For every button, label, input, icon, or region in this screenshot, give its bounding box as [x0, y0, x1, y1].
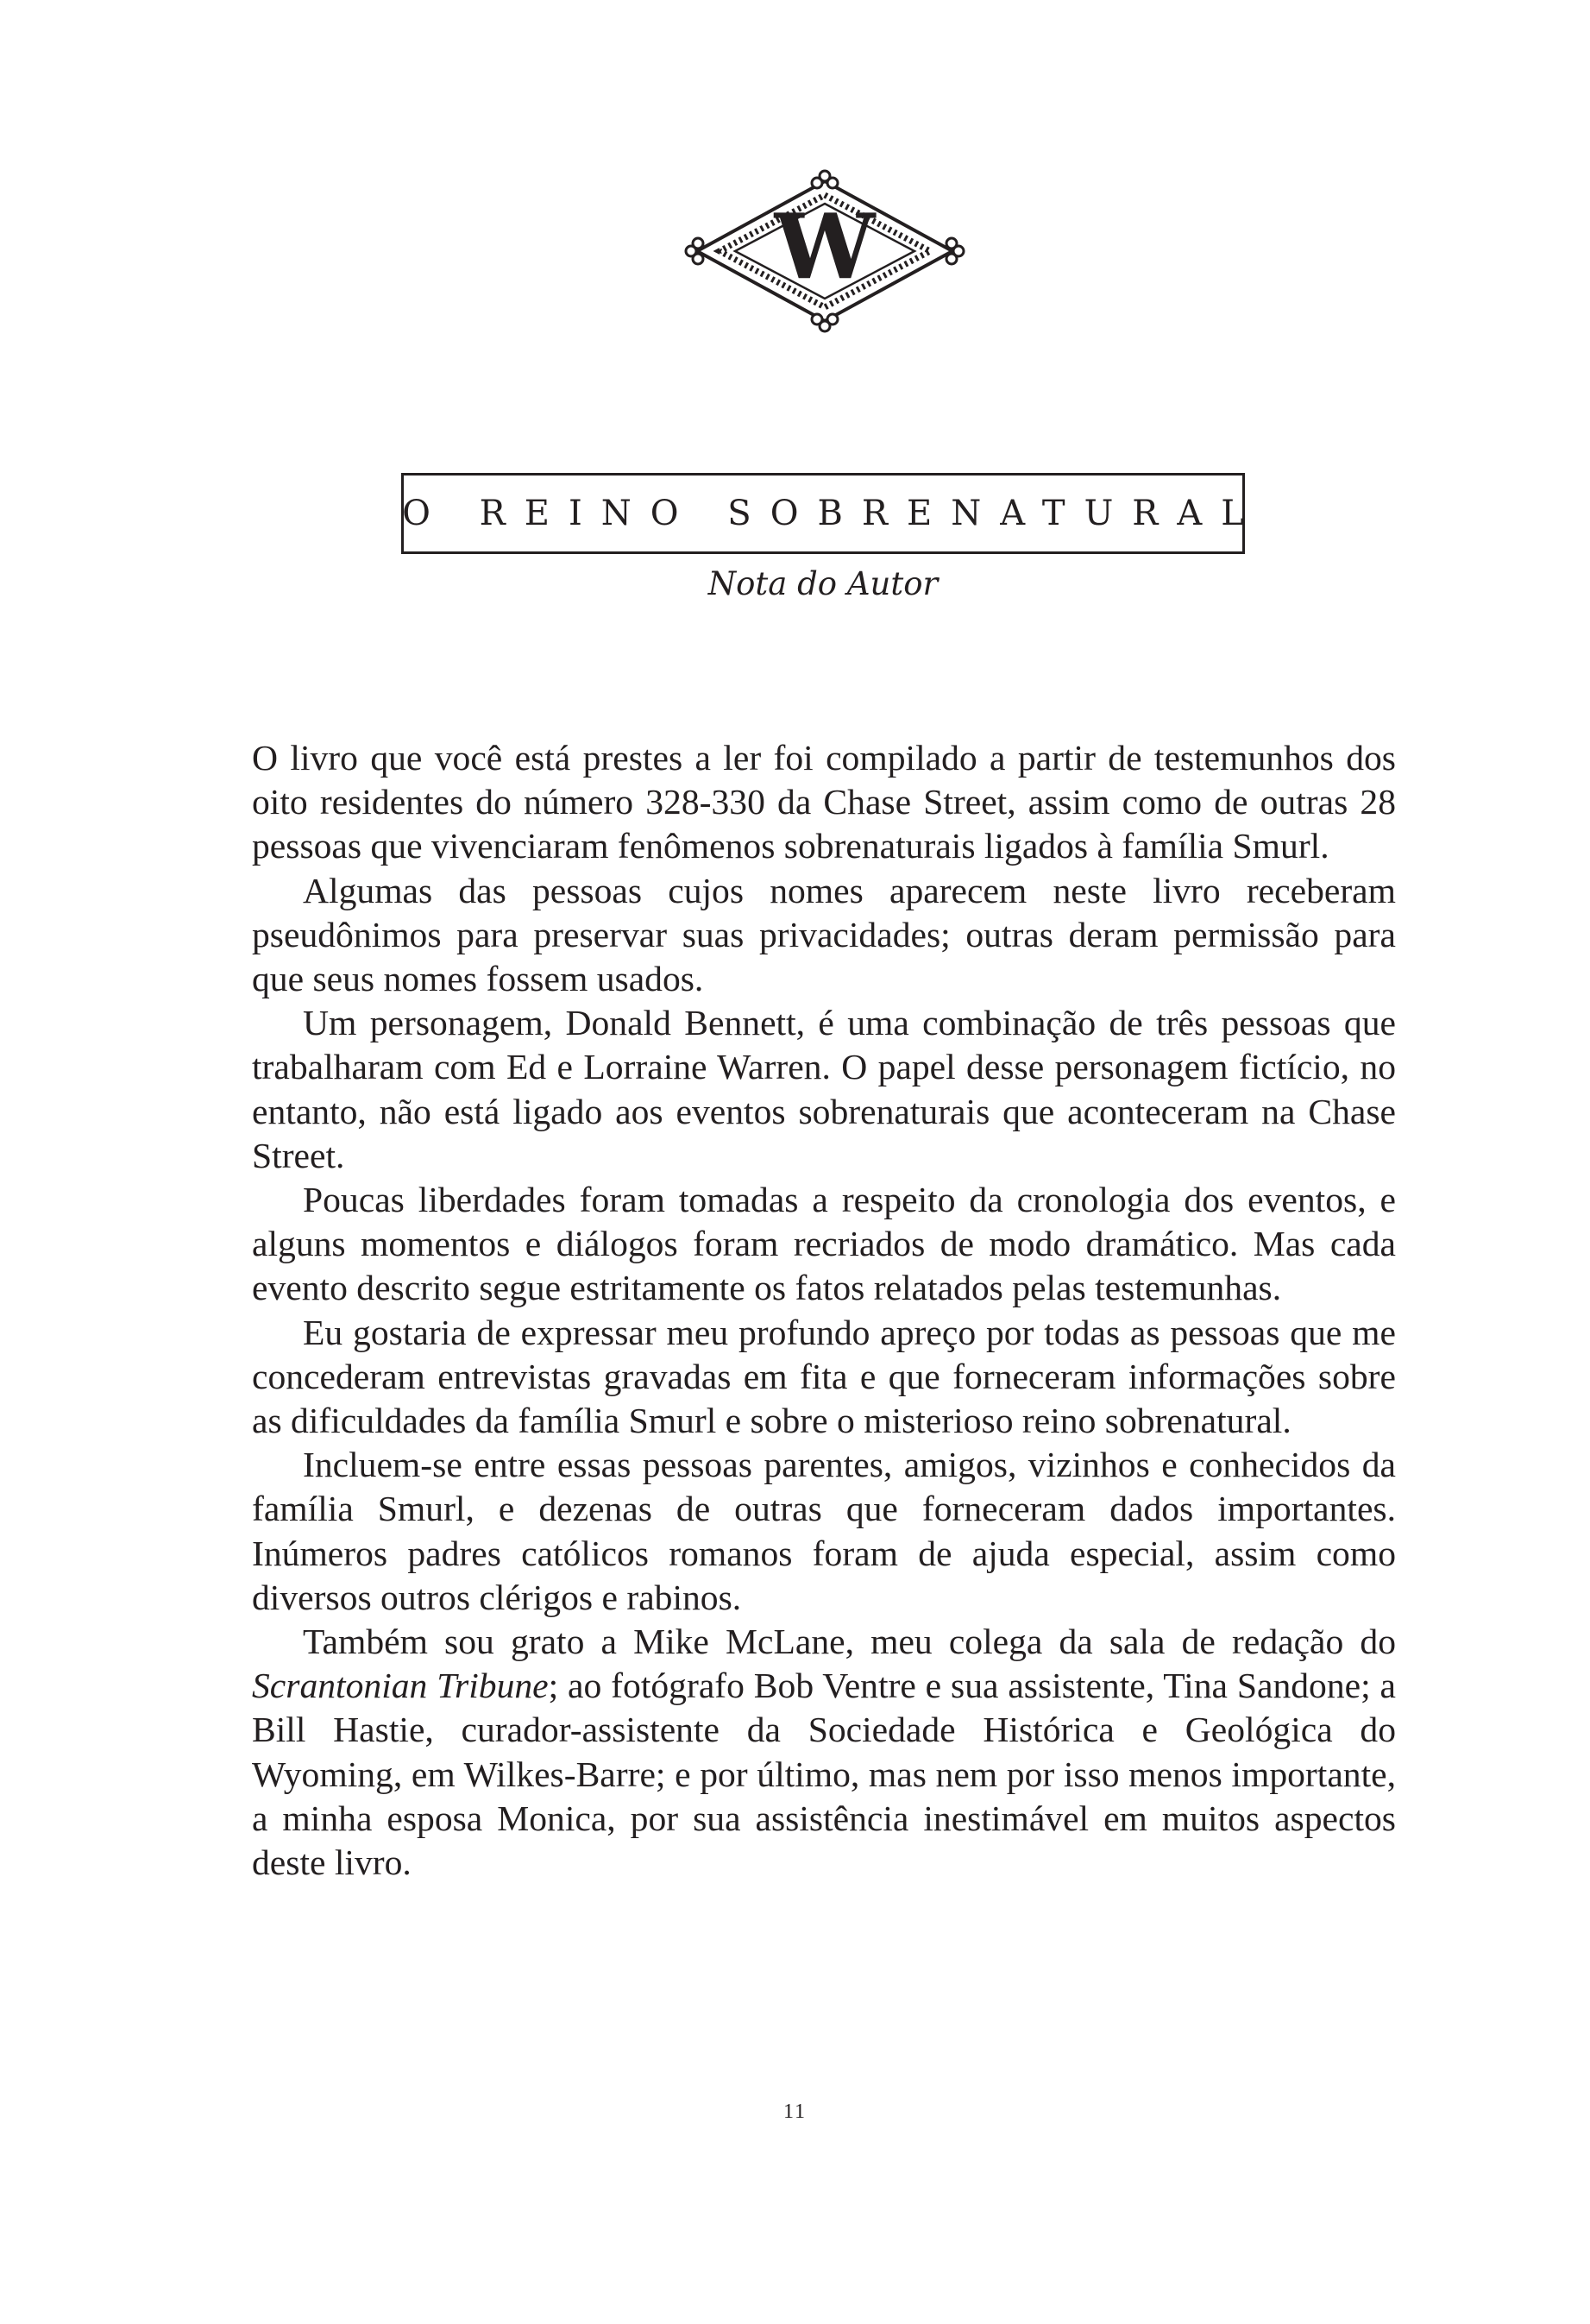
paragraph: Incluem-se entre essas pessoas parentes, amigos, vizinhos e conhecidos da família Smurl, e dezenas de outras que forneceram dados importantes. Inúmeros padres católicos romanos foram de ajuda especial, assim como diversos outros clérigos e rabinos. [252, 1445, 1396, 1617]
diamond-monogram-icon [682, 169, 968, 333]
paragraph: Algumas das pessoas cujos nomes aparecem neste livro receberam pseudônimos para preservar suas privacidades; outras deram permissão para que seus nomes fossem usados. [252, 870, 1396, 999]
chapter-subtitle: Nota do Autor [707, 565, 939, 602]
paragraph: Um personagem, Donald Bennett, é uma combinação de três pessoas que trabalharam com Ed e Lorraine Warren. O papel desse personagem fictício, no entanto, não está ligado aos eventos sobrenaturais que aconteceram na Chase Street. [252, 1003, 1396, 1175]
page-number: 11 [782, 2100, 808, 2123]
paragraph-text: Também sou grato a Mike McLane, meu colega da sala de redação do [303, 1622, 1396, 1662]
svg-text:W: W [774, 193, 876, 299]
paragraph: Eu gostaria de expressar meu profundo apreço por todas as pessoas que me concederam entrevistas gravadas em fita e que forneceram informações sobre as dificuldades da família Smurl e sobre o misterioso reino sobrenatural. [252, 1312, 1396, 1441]
paragraph: Poucas liberdades foram tomadas a respeito da cronologia dos eventos, e alguns momentos e diálogos foram recriados de modo dramático. Mas cada evento descrito segue estritamente os fatos relatados pelas testemunhas. [252, 1180, 1396, 1308]
newspaper-title: Scrantonian Tribune [252, 1666, 549, 1706]
paragraph [252, 1620, 1396, 1885]
paragraph-text: ; ao fotógrafo Bob Ventre e sua assistente, Tina Sandone; a Bill Hastie, curador-assistente da Sociedade Histórica e Geológica do Wyoming, em Wilkes-Barre; e por último, mas nem por isso menos importante, a minha esposa Monica, por sua assistência inestimável em muitos aspectos deste livro. [252, 1666, 1396, 1883]
chapter-title: O REINO SOBRENATURAL [402, 494, 1263, 533]
body-text [252, 736, 1396, 1885]
chapter-title-box [401, 473, 1263, 554]
paragraph: O livro que você está prestes a ler foi compilado a partir de testemunhos dos oito residentes do número 328-330 da Chase Street, assim como de outras 28 pessoas que vivenciaram fenômenos sobrenaturais ligados à família Smurl. [252, 738, 1396, 866]
